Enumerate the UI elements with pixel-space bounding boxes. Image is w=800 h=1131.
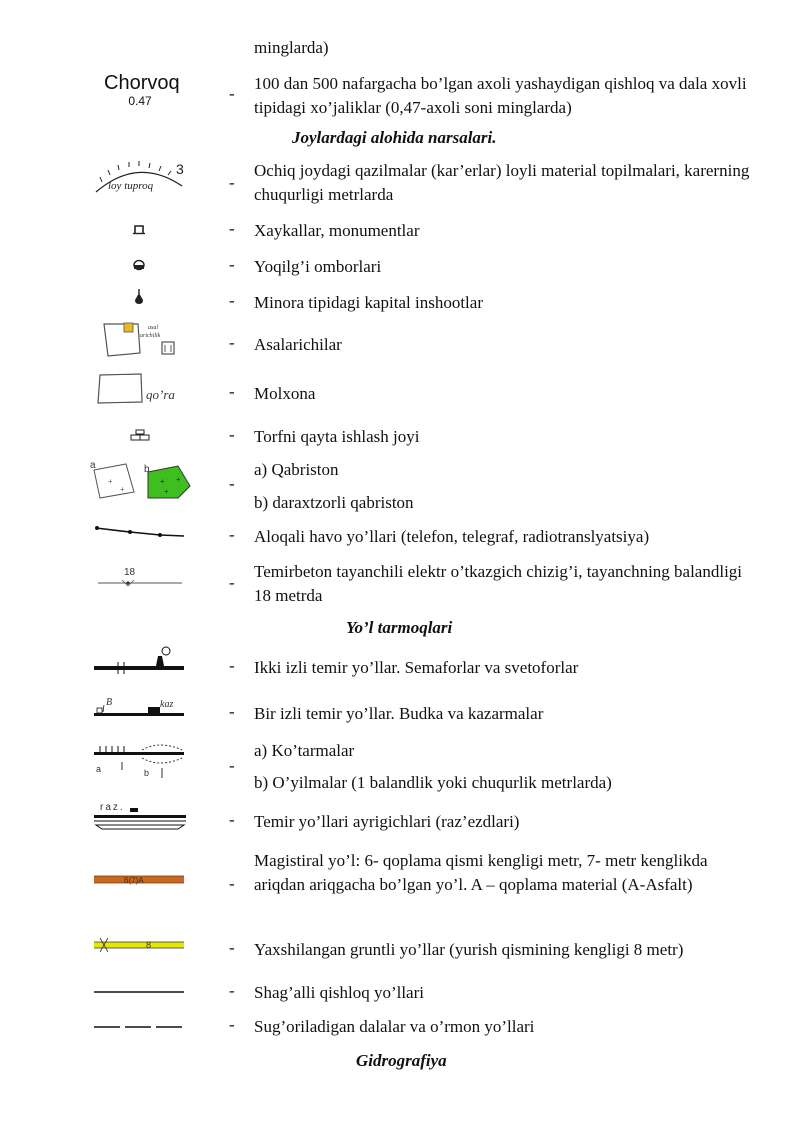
- double-track-railway-icon: [94, 644, 186, 679]
- row-dash-17: -: [229, 810, 235, 829]
- row-text-5: Minora tipidagi kapital inshootlar: [254, 293, 483, 312]
- row-text-0: minglarda): [254, 38, 329, 57]
- highway-label: 6(7)A: [124, 876, 144, 885]
- row-dash-21: -: [229, 1015, 235, 1034]
- row-dash-7: -: [229, 382, 235, 401]
- gravel-road-icon: [94, 981, 186, 1001]
- row-dash-18: -: [229, 874, 235, 893]
- row-text-10: b) daraxtzorli qabriston: [254, 493, 414, 512]
- row-dash-20: -: [229, 981, 235, 1000]
- dirt-road-width: 8: [146, 940, 152, 950]
- communication-line-icon: [94, 524, 186, 545]
- row-dash-11: -: [229, 525, 235, 544]
- row-dash-14: -: [229, 702, 235, 721]
- fuel-storage-icon: [133, 256, 145, 276]
- power-line-icon: [98, 565, 184, 594]
- quarry-depth: 3: [176, 161, 184, 177]
- cemetery-label-b: b: [144, 464, 150, 475]
- row-text-3: Xaykallar, monumentlar: [254, 221, 420, 240]
- row-text-6: Asalarichilar: [254, 335, 342, 354]
- row-text-1: 100 dan 500 nafargacha bo’lgan axoli yashaydigan qishloq va dala xovli tipidagi xo’jaliklar (0,47-axoli soni minglarda): [254, 74, 747, 117]
- row-text-18: Magistiral yo’l: 6- qoplama qismi kengligi metr, 7- metr kenglikda ariqdan ariqgacha bo’lgan yo’l. A – qoplama material (A-Asfalt): [254, 851, 708, 894]
- village-name: Chorvoq: [104, 72, 180, 94]
- power-line-height: 18: [124, 567, 136, 578]
- row-dash-2: -: [229, 173, 235, 192]
- row-text-17: Temir yo’llari ayrigichlari (raz’ezdlari): [254, 812, 520, 831]
- row-text-13: Ikki izli temir yo’llar. Semaforlar va svetoforlar: [254, 658, 579, 677]
- row-text-20: Shag’alli qishloq yo’llari: [254, 983, 424, 1002]
- barn-icon: [96, 372, 186, 411]
- barracks-label: kaz: [160, 699, 174, 710]
- row-dash-5: -: [229, 291, 235, 310]
- apiary-label-1: asal: [148, 325, 159, 331]
- row-text-11: Aloqali havo yo’llari (telefon, telegraf, radiotranslyatsiya): [254, 527, 650, 546]
- highway-icon: [94, 872, 186, 892]
- row-text-4: Yoqilg’i omborlari: [254, 257, 382, 276]
- row-text-15: a) Ko’tarmalar: [254, 741, 355, 760]
- quarry-label: loy tuproq: [108, 180, 154, 192]
- row-text-8: Torfni qayta ishlash joyi: [254, 427, 420, 446]
- row-dash-6: -: [229, 333, 235, 352]
- barn-label: qo’ra: [146, 387, 175, 402]
- improved-dirt-road-icon: [94, 936, 186, 959]
- apiary-icon: [100, 320, 180, 363]
- quarry-icon: [92, 160, 188, 199]
- svg-text:+: +: [120, 485, 125, 494]
- row-text-9: a) Qabriston: [254, 460, 339, 479]
- field-forest-road-icon: [94, 1016, 186, 1036]
- svg-text:+: +: [176, 475, 181, 484]
- cemetery-label-a: a: [90, 460, 96, 471]
- row-text-7: Molxona: [254, 384, 316, 403]
- section-heading-objects: Joylardagi alohida narsalari.: [292, 128, 497, 147]
- embankment-label-a: a: [96, 764, 102, 774]
- row-text-16: b) O’yilmalar (1 balandlik yoki chuqurlik metrlarda): [254, 773, 612, 792]
- row-dash-9: -: [229, 474, 235, 493]
- peat-processing-icon: [130, 426, 150, 446]
- row-text-12: Temirbeton tayanchili elektr o’tkazgich chizig’i, tayanchning balandligi 18 metrda: [254, 562, 743, 605]
- village-population: 0.47: [128, 94, 152, 108]
- row-dash-15: -: [229, 756, 235, 775]
- svg-text:+: +: [164, 487, 169, 496]
- apiary-label-2: arichilik: [140, 333, 161, 339]
- row-dash-13: -: [229, 656, 235, 675]
- siding-label: raz.: [100, 802, 125, 813]
- row-dash-4: -: [229, 255, 235, 274]
- tower-icon: [134, 289, 144, 310]
- village-label-icon: [104, 72, 180, 108]
- row-text-14: Bir izli temir yo’llar. Budka va kazarmalar: [254, 704, 544, 723]
- row-dash-19: -: [229, 938, 235, 957]
- row-text-2: Ochiq joydagi qazilmalar (kar’erlar) loyli material topilmalari, karerning chuqurligi metrlarda: [254, 161, 750, 204]
- section-heading-roads: Yo’l tarmoqlari: [346, 618, 453, 637]
- section-heading-hydrography: Gidrografiya: [356, 1051, 447, 1070]
- row-dash-8: -: [229, 425, 235, 444]
- svg-text:+: +: [160, 477, 165, 486]
- single-track-railway-icon: [94, 695, 186, 724]
- cemetery-icon: [86, 458, 196, 507]
- svg-text:+: +: [108, 477, 113, 486]
- cutting-label-b: b: [144, 768, 150, 778]
- railway-siding-icon: [94, 800, 188, 835]
- monument-icon: [133, 220, 145, 240]
- row-dash-3: -: [229, 219, 235, 238]
- row-dash-12: -: [229, 573, 235, 592]
- booth-label: B: [106, 697, 113, 708]
- row-text-19: Yaxshilangan gruntli yo’llar (yurish qismining kengligi 8 metr): [254, 940, 684, 959]
- embankment-cutting-icon: [94, 740, 186, 785]
- row-dash-1: -: [229, 84, 235, 103]
- row-text-21: Sug’oriladigan dalalar va o’rmon yo’llari: [254, 1017, 535, 1036]
